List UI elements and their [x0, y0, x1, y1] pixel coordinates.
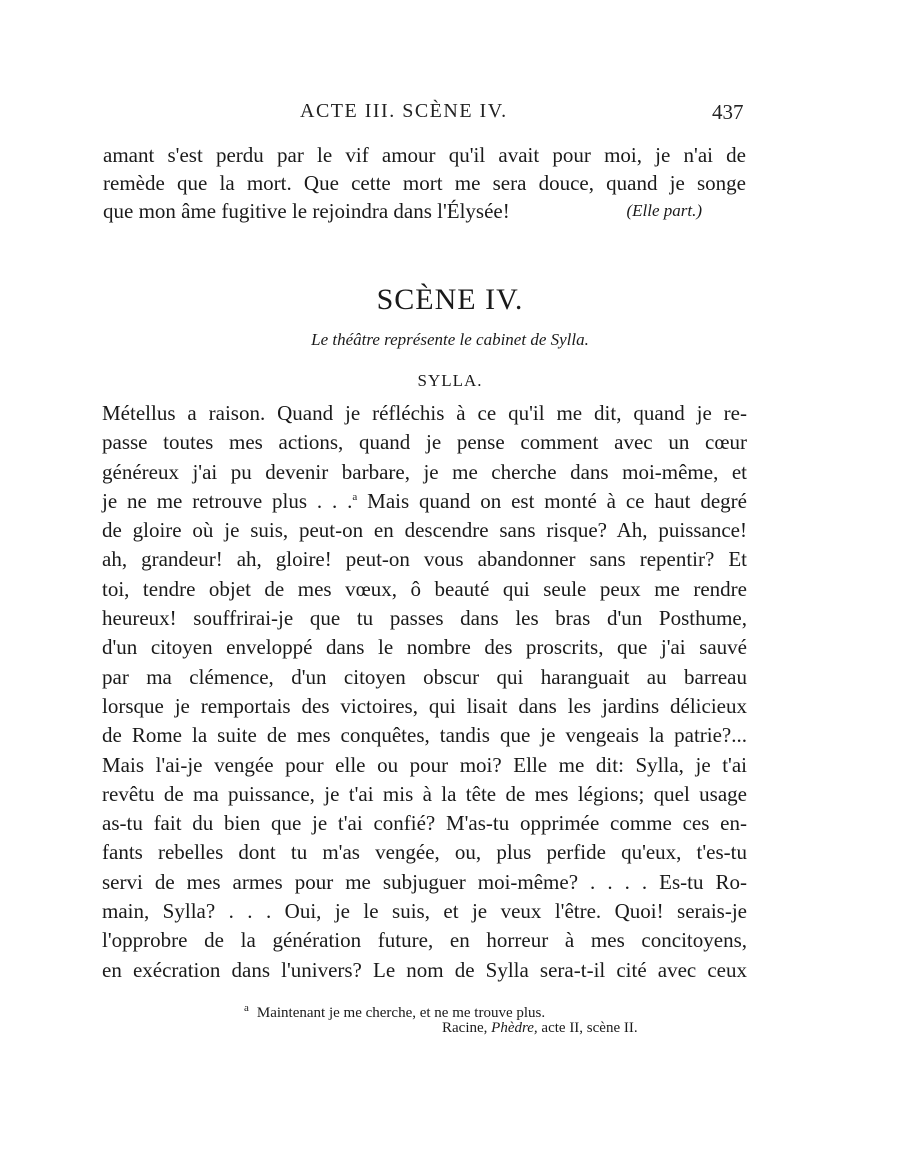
text-segment: Mais quand on est monté à ce haut degré: [357, 488, 747, 513]
text-line: en exécration dans l'univers? Le nom de Sylla sera-t-il cité avec ceux: [102, 957, 747, 982]
footnote-author: Racine,: [442, 1020, 488, 1036]
text-line: fants rebelles dont tu m'as vengée, ou, plus perfide qu'eux, t'es-tu: [102, 840, 747, 865]
text-line: servi de mes armes pour me subjuguer moi-même? . . . . Es-tu Ro-: [102, 869, 747, 894]
scene-title: SCÈNE IV.: [376, 283, 524, 316]
text-line: amant s'est perdu par le vif amour qu'il avait pour moi, je n'ai de: [103, 143, 746, 167]
text-line-with-footnote: [102, 487, 747, 516]
footnote-work: Phèdre,: [491, 1020, 538, 1036]
speech-body: [102, 399, 747, 985]
speaker-name: SYLLA.: [417, 371, 483, 390]
text-line: heureux! souffrirai-je que tu passes dans les bras d'un Posthume,: [102, 606, 747, 631]
previous-speech: [103, 141, 746, 225]
text-line: passe toutes mes actions, quand je pense comment avec un cœur: [102, 430, 747, 455]
text-line: revêtu de ma puissance, je t'ai mis à la tête de mes légions; quel usage: [102, 781, 747, 806]
page-number: 437: [712, 100, 744, 124]
text-line-with-stage-direction: [103, 197, 746, 225]
text-line: l'opprobre de la génération future, en horreur à mes concitoyens,: [102, 928, 747, 953]
text-line: toi, tendre objet de mes vœux, ô beauté qui seule peux me rendre: [102, 576, 747, 601]
text-line: Mais l'ai-je vengée pour elle ou pour moi? Elle me dit: Sylla, je t'ai: [102, 752, 747, 777]
text-line: remède que la mort. Que cette mort me sera douce, quand je songe: [103, 171, 746, 195]
scene-setting: Le théâtre représente le cabinet de Sylla.: [311, 330, 589, 349]
text-line: par ma clémence, d'un citoyen obscur qui haranguait au barreau: [102, 664, 747, 689]
text-line: ah, grandeur! ah, gloire! peut-on vous abandonner sans repentir? Et: [102, 547, 747, 572]
text-line: d'un citoyen enveloppé dans le nombre des proscrits, que j'ai sauvé: [102, 635, 747, 660]
text-line: généreux j'ai pu devenir barbare, je me cherche dans moi-même, et: [102, 459, 747, 484]
text-line: as-tu fait du bien que je t'ai confié? M'as-tu opprimée comme ces en-: [102, 811, 747, 836]
text-line: main, Sylla? . . . Oui, je le suis, et je veux l'être. Quoi! serais-je: [102, 899, 747, 924]
footnote-source: [442, 1018, 638, 1038]
text-line: de Rome la suite de mes conquêtes, tandis que je vengeais la patrie?...: [102, 723, 747, 748]
text-segment: je ne me retrouve plus . . .: [102, 488, 353, 513]
text-line: de gloire où je suis, peut-on en descendre sans risque? Ah, puissance!: [102, 518, 747, 543]
running-head: ACTE III. SCÈNE IV.: [300, 100, 508, 122]
footnote-quote: Maintenant je me cherche, et ne me trouve plus.: [256, 1005, 546, 1021]
stage-direction: (Elle part.): [626, 201, 702, 220]
footnote-letter: a: [244, 1002, 249, 1014]
text-line: Métellus a raison. Quand je réfléchis à ce qu'il me dit, quand je re-: [102, 401, 747, 425]
text-line: que mon âme fugitive le rejoindra dans l'Élysée!: [103, 199, 510, 223]
footnote-location: acte II, scène II.: [541, 1020, 638, 1036]
footnote-marker: a: [352, 490, 358, 503]
text-line: lorsque je remportais des victoires, qui lisait dans les jardins délicieux: [102, 693, 747, 718]
